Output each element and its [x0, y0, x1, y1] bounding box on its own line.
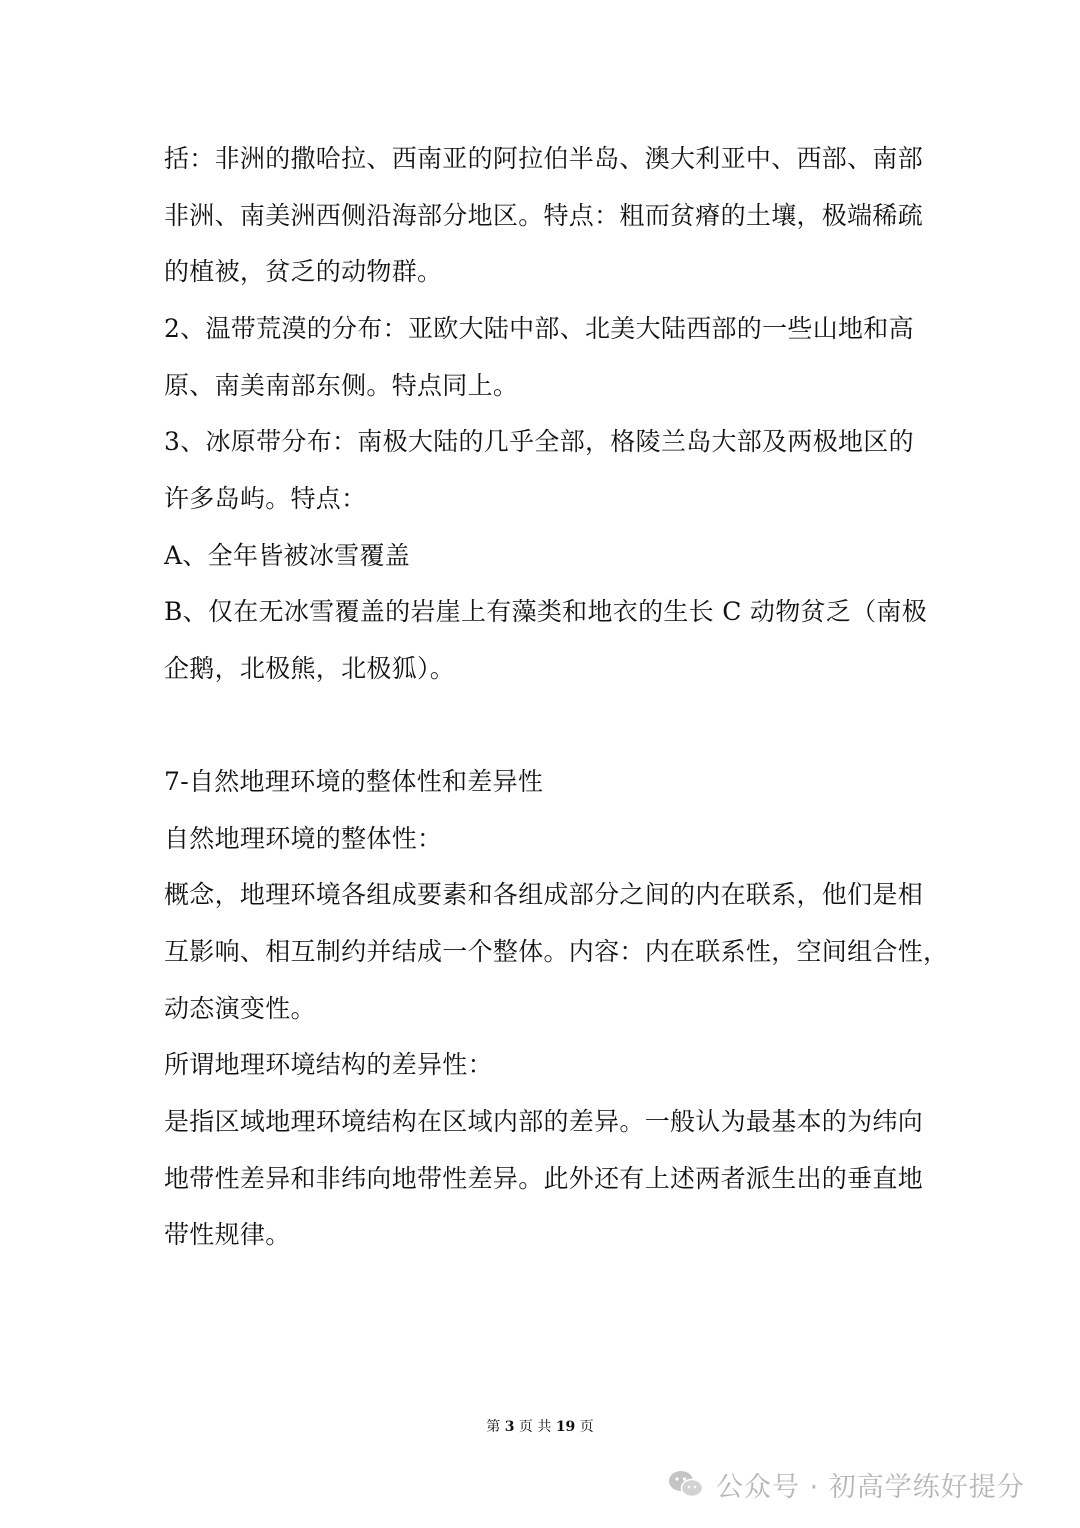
footer-middle: 页 共 — [518, 1419, 552, 1435]
footer-prefix: 第 — [486, 1419, 501, 1435]
body-line: A、全年皆被冰雪覆盖 — [164, 541, 411, 570]
body-line: 的植被，贫乏的动物群。 — [164, 257, 443, 286]
page-footer — [0, 1416, 1080, 1436]
body-line: 自然地理环境的整体性： — [164, 824, 443, 853]
body-line: 3、冰原带分布：南极大陆的几乎全部，格陵兰岛大部及两极地区的 — [164, 427, 914, 456]
watermark-text: 公众号 · 初高学练好提分 — [716, 1471, 1025, 1503]
total-page-number: 19 — [555, 1419, 576, 1435]
body-line: 是指区域地理环境结构在区域内部的差异。一般认为最基本的为纬向 — [164, 1107, 924, 1136]
body-line: 地带性差异和非纬向地带性差异。此外还有上述两者派生出的垂直地 — [164, 1164, 924, 1193]
body-line: 许多岛屿。特点： — [164, 484, 367, 513]
body-line: 括：非洲的撒哈拉、西南亚的阿拉伯半岛、澳大利亚中、西部、南部 — [164, 144, 924, 173]
body-line: 互影响、相互制约并结成一个整体。内容：内在联系性，空间组合性， — [164, 937, 949, 966]
body-line: 动态演变性。 — [164, 994, 316, 1023]
body-line: 2、温带荒漠的分布：亚欧大陆中部、北美大陆西部的一些山地和高 — [164, 314, 914, 343]
body-line: 所谓地理环境结构的差异性： — [164, 1050, 493, 1079]
section-heading: 7-自然地理环境的整体性和差异性 — [164, 767, 544, 796]
body-line: 原、南美南部东侧。特点同上。 — [164, 371, 519, 400]
body-line: B、仅在无冰雪覆盖的岩崖上有藻类和地衣的生长 C 动物贫乏（南极 — [164, 597, 927, 626]
body-line: 非洲、南美洲西侧沿海部分地区。特点：粗而贫瘠的土壤，极端稀疏 — [164, 201, 924, 230]
footer-suffix: 页 — [579, 1419, 594, 1435]
watermark — [668, 1462, 1025, 1506]
body-line: 带性规律。 — [164, 1220, 291, 1249]
body-line: 企鹅，北极熊，北极狐）。 — [164, 654, 456, 683]
current-page-number: 3 — [504, 1419, 515, 1435]
body-line: 概念，地理环境各组成要素和各组成部分之间的内在联系，他们是相 — [164, 880, 924, 909]
wechat-icon — [668, 1469, 704, 1499]
